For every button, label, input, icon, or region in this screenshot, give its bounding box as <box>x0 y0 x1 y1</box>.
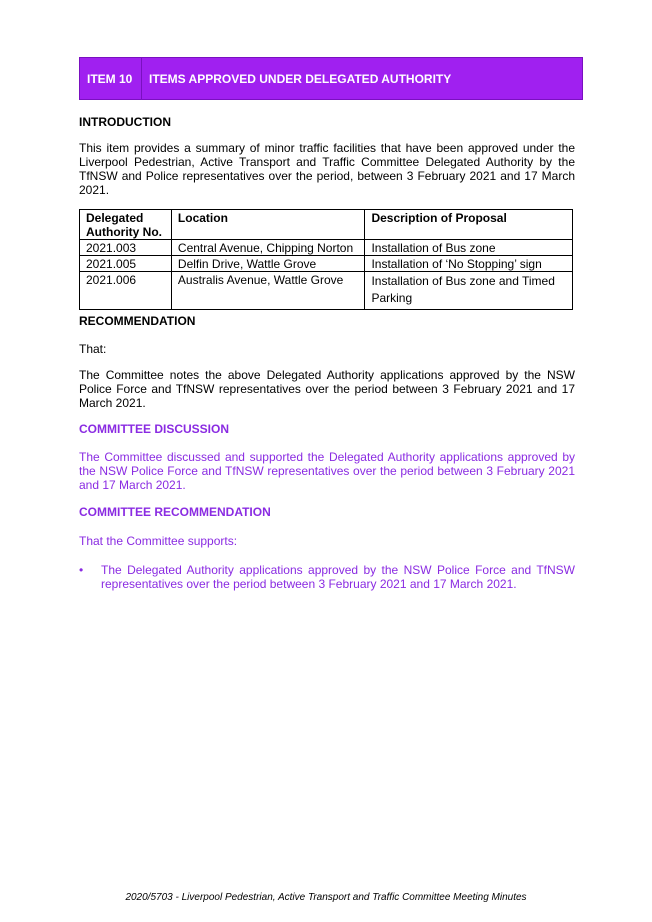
table-row <box>80 240 573 256</box>
column-header-location: Location <box>171 210 365 240</box>
table-cell-authority-no: 2021.006 <box>80 272 172 310</box>
table-cell-authority-no: 2021.003 <box>80 240 172 256</box>
bullet-icon: • <box>79 563 84 577</box>
table-row <box>80 256 573 272</box>
table-cell-description: Installation of Bus zone and Timed Parking <box>365 272 573 310</box>
committee-recommendation-list-item <box>79 563 575 591</box>
introduction-text: This item provides a summary of minor traffic facilities that have been approved under the Liverpool Pedestrian, Active Transport and Traffic Committee Delegated Authority by the TfNSW and Police representatives over the period, between 3 February 2021 and 17 March 2021. <box>79 141 575 197</box>
item-number: ITEM 10 <box>80 58 142 99</box>
table-row <box>80 272 573 310</box>
item-title: ITEMS APPROVED UNDER DELEGATED AUTHORITY <box>149 71 452 86</box>
page-footer: 2020/5703 - Liverpool Pedestrian, Active Transport and Traffic Committee Meeting Minutes <box>125 892 527 903</box>
committee-recommendation-heading: COMMITTEE RECOMMENDATION <box>79 505 271 519</box>
table-cell-location: Australis Avenue, Wattle Grove <box>171 272 365 310</box>
table-cell-location: Delfin Drive, Wattle Grove <box>171 256 365 272</box>
committee-recommendation-intro: That the Committee supports: <box>79 534 238 548</box>
introduction-heading: INTRODUCTION <box>79 115 171 129</box>
recommendation-text: The Committee notes the above Delegated Authority applications approved by the NSW Police Force and TfNSW representatives over the period between 3 February 2021 and 17 March 2021. <box>79 368 575 410</box>
column-header-authority-no: Delegated Authority No. <box>80 210 172 240</box>
committee-discussion-heading: COMMITTEE DISCUSSION <box>79 422 230 436</box>
committee-recommendation-bullet: The Delegated Authority applications approved by the NSW Police Force and TfNSW representatives over the period between 3 February 2021 and 17 March 2021. <box>101 563 575 591</box>
delegated-authority-table <box>79 209 573 310</box>
table-cell-location: Central Avenue, Chipping Norton <box>171 240 365 256</box>
table-cell-description: Installation of ‘No Stopping’ sign <box>365 256 573 272</box>
item-header-bar <box>79 57 583 100</box>
table-header-row <box>80 210 573 240</box>
table-cell-authority-no: 2021.005 <box>80 256 172 272</box>
table-cell-description: Installation of Bus zone <box>365 240 573 256</box>
column-header-description: Description of Proposal <box>365 210 573 240</box>
committee-discussion-text: The Committee discussed and supported the Delegated Authority applications approved by the NSW Police Force and TfNSW representatives over the period between 3 February 2021 and 17 March 2021. <box>79 450 575 492</box>
recommendation-that: That: <box>79 342 107 356</box>
recommendation-heading: RECOMMENDATION <box>79 314 196 328</box>
